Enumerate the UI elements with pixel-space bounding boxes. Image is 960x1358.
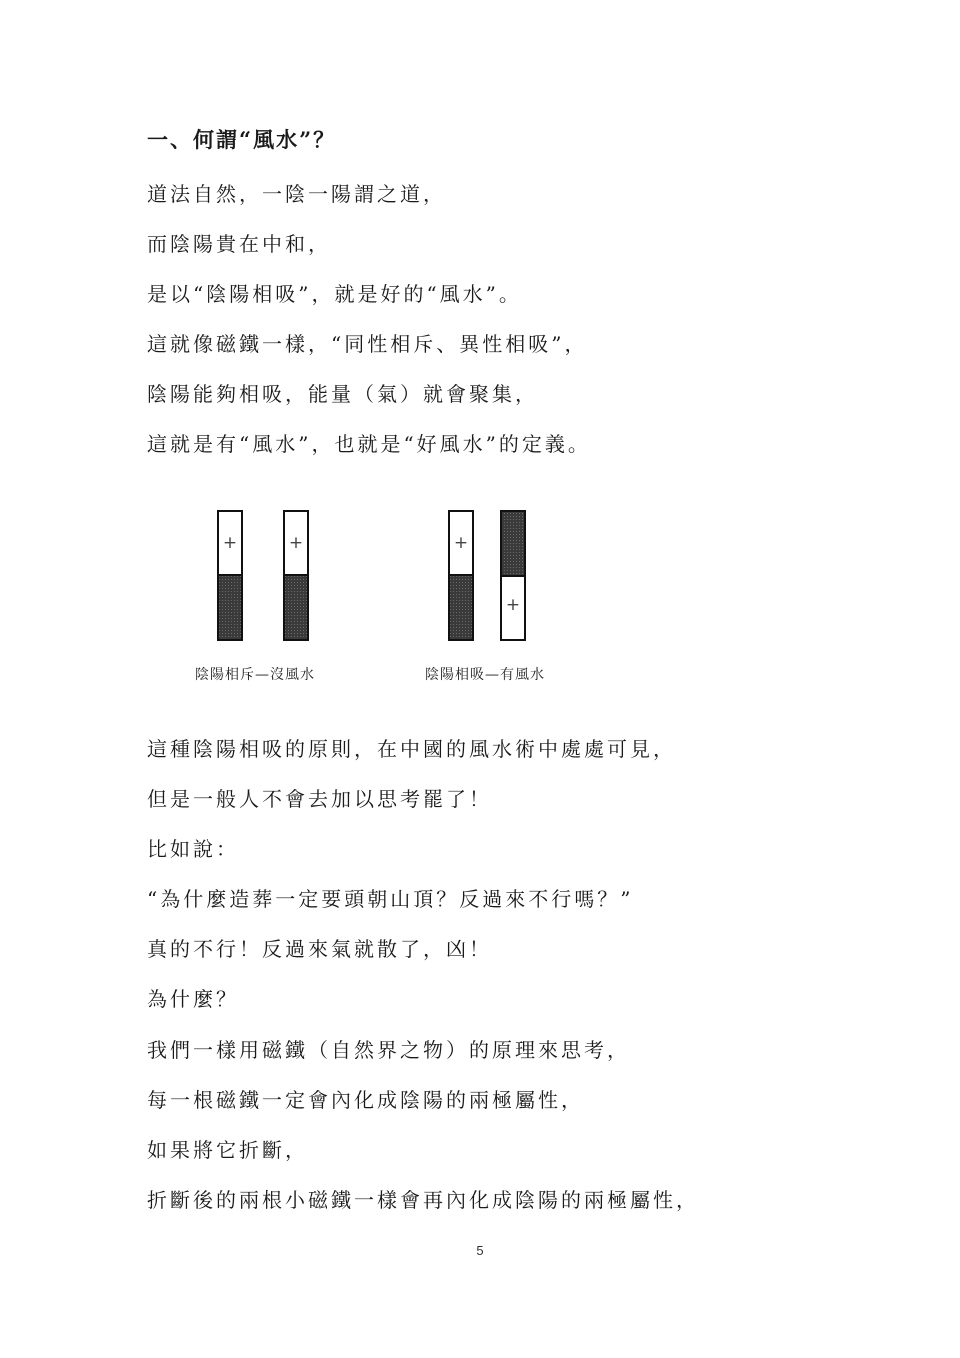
plus-sign-left-1: + bbox=[222, 533, 238, 553]
caption-attract: 陰陽相吸—有風水 bbox=[425, 667, 545, 683]
body-line-2: 但是一般人不會去加以思考罷了！ bbox=[147, 787, 492, 811]
magnet-right-1 bbox=[449, 511, 473, 640]
body-line-5: 真的不行！反過來氣就散了，凶！ bbox=[147, 937, 492, 961]
body-line-7: 我們一樣用磁鐵（自然界之物）的原理來思考， bbox=[147, 1038, 630, 1062]
magnet-left-2 bbox=[284, 511, 308, 640]
plus-sign-right-2: + bbox=[505, 595, 521, 615]
section-heading: 一、何謂“風水”？ bbox=[147, 127, 337, 152]
plus-sign-left-2: + bbox=[288, 533, 304, 553]
caption-repel: 陰陽相斥—沒風水 bbox=[195, 667, 315, 683]
intro-line-5: 陰陽能夠相吸，能量（氣）就會聚集， bbox=[147, 382, 538, 406]
body-line-10: 折斷後的兩根小磁鐵一樣會再內化成陰陽的兩極屬性， bbox=[147, 1188, 699, 1212]
intro-line-4: 這就像磁鐵一樣，“同性相斥、異性相吸”， bbox=[147, 332, 588, 356]
intro-line-6: 這就是有“風水”，也就是“好風水”的定義。 bbox=[147, 432, 591, 456]
intro-line-1: 道法自然，一陰一陽謂之道， bbox=[147, 182, 446, 206]
plus-sign-right-1: + bbox=[453, 533, 469, 553]
body-line-1: 這種陰陽相吸的原則，在中國的風水術中處處可見， bbox=[147, 737, 676, 761]
body-line-6: 為什麼？ bbox=[147, 987, 239, 1011]
intro-line-3: 是以“陰陽相吸”，就是好的“風水”。 bbox=[147, 282, 522, 306]
intro-line-2: 而陰陽貴在中和， bbox=[147, 232, 331, 256]
body-line-3: 比如說： bbox=[147, 837, 239, 861]
body-line-4: “為什麼造葬一定要頭朝山頂？反過來不行嗎？” bbox=[147, 887, 634, 911]
page-number: 5 bbox=[476, 1243, 484, 1258]
body-line-8: 每一根磁鐵一定會內化成陰陽的兩極屬性， bbox=[147, 1088, 584, 1112]
body-line-9: 如果將它折斷， bbox=[147, 1138, 308, 1162]
magnet-left-1 bbox=[218, 511, 242, 640]
magnet-right-2 bbox=[501, 511, 525, 640]
